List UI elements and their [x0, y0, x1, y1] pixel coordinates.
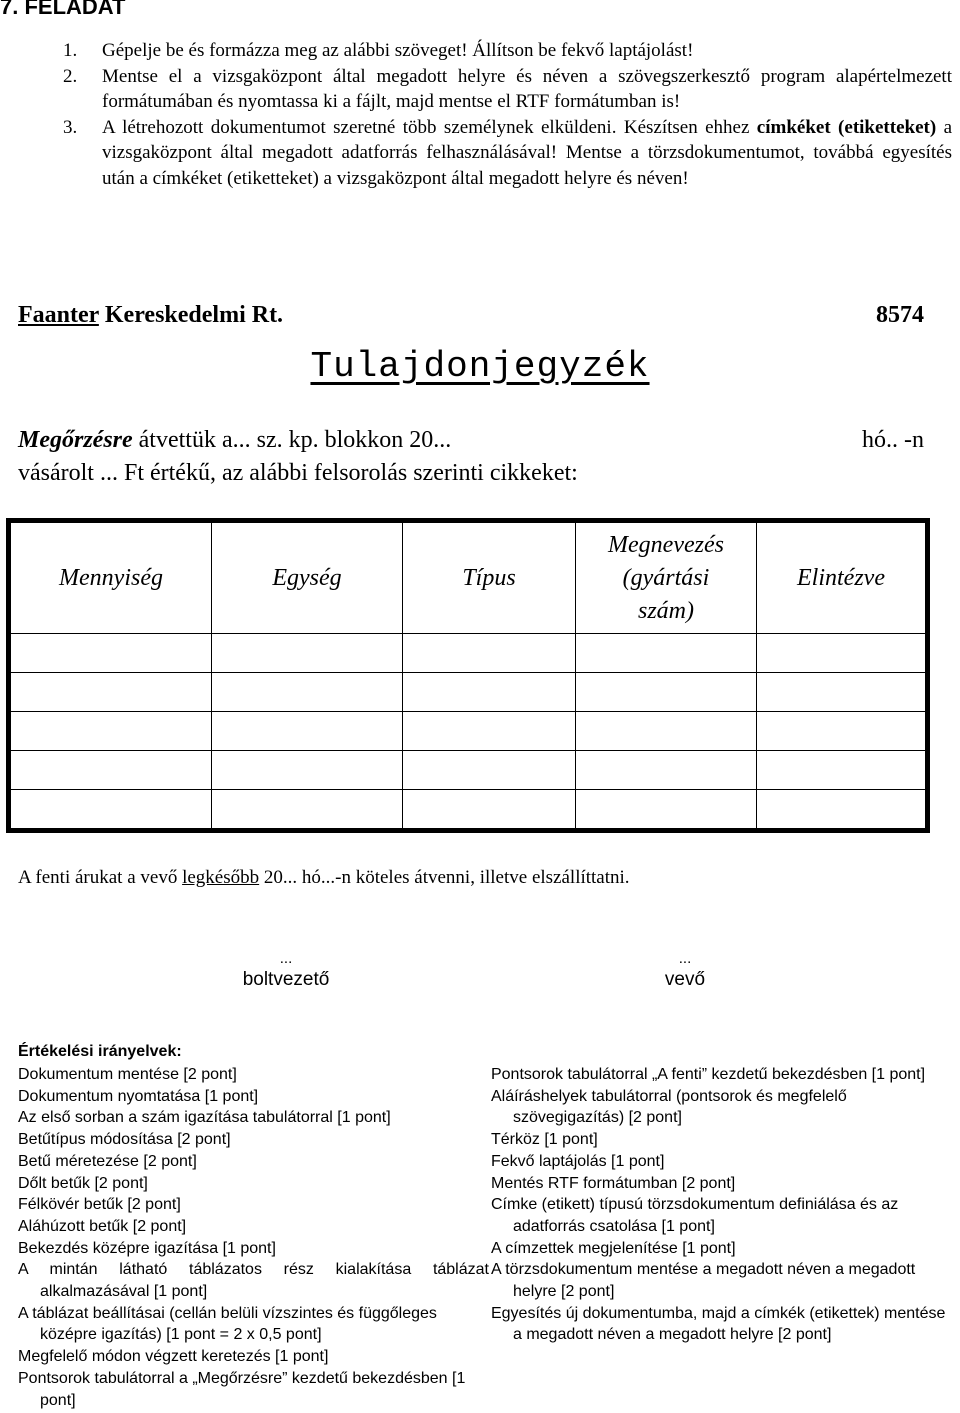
criteria-item: Megfelelő módon végzett keretezés [1 pont]	[18, 1348, 329, 1366]
header-type: Típus	[403, 521, 576, 634]
table-cell[interactable]	[576, 790, 757, 831]
header-done: Elintézve	[757, 521, 928, 634]
table-cell[interactable]	[576, 634, 757, 673]
table-header-row	[9, 521, 928, 634]
table-cell[interactable]	[403, 634, 576, 673]
criteria-item: Címke (etikett) típusú törzsdokumentum definiálása és az adatforrás csatolása [1 pont]	[490, 1196, 899, 1235]
footer-paragraph	[18, 864, 928, 891]
criteria-item: Egyesítés új dokumentumba, majd a címkék (etikettek) mentése a megadott néven a megadott helyre [2 pont]	[490, 1304, 946, 1344]
intro-text-3: vásárolt ... Ft értékű, az alábbi felsorolás szerinti cikkeket:	[18, 460, 578, 486]
table-cell[interactable]	[576, 751, 757, 790]
table-row	[9, 712, 928, 751]
criteria-item: Pontsorok tabulátorral a „Megőrzésre” kezdetű bekezdésben [1 pont]	[18, 1369, 466, 1409]
intro-line-1-left	[18, 424, 451, 457]
task-number: 1.	[63, 40, 78, 61]
footer-text-3: 20... hó...-n köteles átvenni, illetve elszállíttatni.	[259, 867, 630, 888]
table-cell[interactable]	[576, 712, 757, 751]
criteria-item: A mintán látható táblázatos rész kialakítása táblázat alkalmazásával [1 pont]	[18, 1261, 489, 1301]
criteria-item: Térköz [1 pont]	[490, 1131, 598, 1149]
footer-underlined: legkésőbb	[182, 867, 260, 888]
criteria-item: Aláíráshelyek tabulátorral (pontsorok és megfelelő szövegigazítás) [2 pont]	[490, 1087, 847, 1127]
signature-role: vevő	[664, 969, 706, 990]
table-cell[interactable]	[403, 673, 576, 712]
task-text: a vizsgaközpont által megadott adatforrás felhasználásával! Mentse a törzsdokumentumot, továbbá egyesítés után a címkéket (etiketteket) a vizsgaközpont által megadott helyre és néven!	[102, 116, 952, 189]
table-row	[9, 673, 928, 712]
criteria-item: Mentés RTF formátumban [2 pont]	[490, 1174, 736, 1192]
signature-line: ...	[279, 950, 293, 967]
header-quantity: Mennyiség	[9, 521, 212, 634]
table-cell[interactable]	[576, 673, 757, 712]
table-cell[interactable]	[757, 751, 928, 790]
company-name-rest: Kereskedelmi Rt.	[98, 302, 284, 328]
header-name-text: Megnevezés (gyártási szám)	[608, 531, 724, 624]
company-number: 8574	[876, 302, 924, 328]
table-body	[9, 634, 928, 831]
table-cell[interactable]	[757, 790, 928, 831]
task-item	[18, 115, 952, 192]
table-cell[interactable]	[212, 673, 403, 712]
task-item	[18, 64, 952, 115]
criteria-item: A törzsdokumentum mentése a megadott néven a megadott helyre [2 pont]	[490, 1261, 916, 1301]
table-cell[interactable]	[9, 712, 212, 751]
document-title	[0, 346, 960, 387]
signature-role: boltvezető	[242, 969, 330, 990]
criteria-item: Dokumentum nyomtatása [1 pont]	[18, 1087, 259, 1105]
criteria-item: Dőlt betűk [2 pont]	[18, 1174, 148, 1192]
criteria-item: Félkövér betűk [2 pont]	[18, 1196, 181, 1214]
intro-paragraph	[18, 424, 924, 490]
intro-text-1: átvettük a... sz. kp. blokkon 20...	[132, 427, 452, 453]
signature-line: ...	[678, 950, 692, 967]
criteria-columns	[18, 1064, 954, 1411]
table-cell[interactable]	[757, 634, 928, 673]
intro-text-2: hó.. -n	[862, 427, 924, 453]
criteria-item: Bekezdés középre igazítása [1 pont]	[18, 1239, 276, 1257]
table-cell[interactable]	[403, 712, 576, 751]
table-cell[interactable]	[212, 712, 403, 751]
table-cell[interactable]	[9, 790, 212, 831]
header-unit: Egység	[212, 521, 403, 634]
table-cell[interactable]	[9, 634, 212, 673]
keep-word: Megőrzésre	[18, 427, 133, 453]
intro-line-1	[18, 424, 924, 457]
criteria-left-column	[18, 1064, 489, 1411]
task-text: Mentse el a vizsgaközpont által megadott helyre és néven a szövegszerkesztő program alapértelmezett formátumában és nyomtassa ki a fájlt, majd mentse el RTF formátumban is!	[102, 65, 952, 112]
table-cell[interactable]	[403, 751, 576, 790]
table-row	[9, 634, 928, 673]
header-name	[576, 521, 757, 634]
task-item	[18, 38, 952, 64]
criteria-title: Értékelési irányelvek:	[18, 1043, 182, 1060]
task-text: A létrehozott dokumentumot szeretné több személynek elküldeni. Készítsen ehhez	[102, 116, 757, 138]
items-table	[6, 518, 930, 833]
table-cell[interactable]	[9, 751, 212, 790]
criteria-item: A táblázat beállításai (cellán belüli vízszintes és függőleges középre igazítás) [1 pont = 2 x 0,5 pont]	[18, 1304, 437, 1344]
criteria-right-column	[491, 1064, 954, 1411]
document-title-text: Tulajdonjegyzék	[310, 346, 650, 387]
task-number: 3.	[63, 116, 78, 138]
task-list	[18, 38, 952, 191]
table-cell[interactable]	[212, 634, 403, 673]
table-row	[9, 751, 928, 790]
criteria-item: Dokumentum mentése [2 pont]	[18, 1066, 237, 1083]
signature-boltvezeto	[176, 950, 396, 991]
table-cell[interactable]	[212, 751, 403, 790]
company-name	[18, 302, 283, 329]
evaluation-criteria	[18, 1040, 954, 1411]
table-cell[interactable]	[212, 790, 403, 831]
table-cell[interactable]	[403, 790, 576, 831]
task-text: Gépelje be és formázza meg az alábbi szöveget! Állítson be fekvő laptájolást!	[102, 40, 694, 61]
company-name-underlined: Faanter	[18, 302, 99, 328]
table-cell[interactable]	[9, 673, 212, 712]
table-row	[9, 790, 928, 831]
task-number: 2.	[63, 65, 78, 87]
criteria-item: Pontsorok tabulátorral „A fenti” kezdetű bekezdésben [1 pont]	[490, 1066, 926, 1083]
footer-text-1: A fenti árukat a vevő	[18, 867, 183, 888]
task-heading: 7. FELADAT	[0, 0, 126, 19]
criteria-item: Betű méretezése [2 pont]	[18, 1152, 197, 1170]
criteria-item: Betűtípus módosítása [2 pont]	[18, 1131, 231, 1149]
task-bold-text: címkéket (etiketteket)	[756, 116, 937, 138]
table-cell[interactable]	[757, 712, 928, 751]
company-line	[18, 302, 924, 329]
table-cell[interactable]	[757, 673, 928, 712]
signature-vevo	[575, 950, 795, 991]
criteria-item: Az első sorban a szám igazítása tabulátorral [1 pont]	[18, 1109, 391, 1127]
criteria-item: Fekvő laptájolás [1 pont]	[490, 1152, 665, 1170]
criteria-item: Aláhúzott betűk [2 pont]	[18, 1217, 187, 1235]
criteria-item: A címzettek megjelenítése [1 pont]	[490, 1239, 736, 1257]
